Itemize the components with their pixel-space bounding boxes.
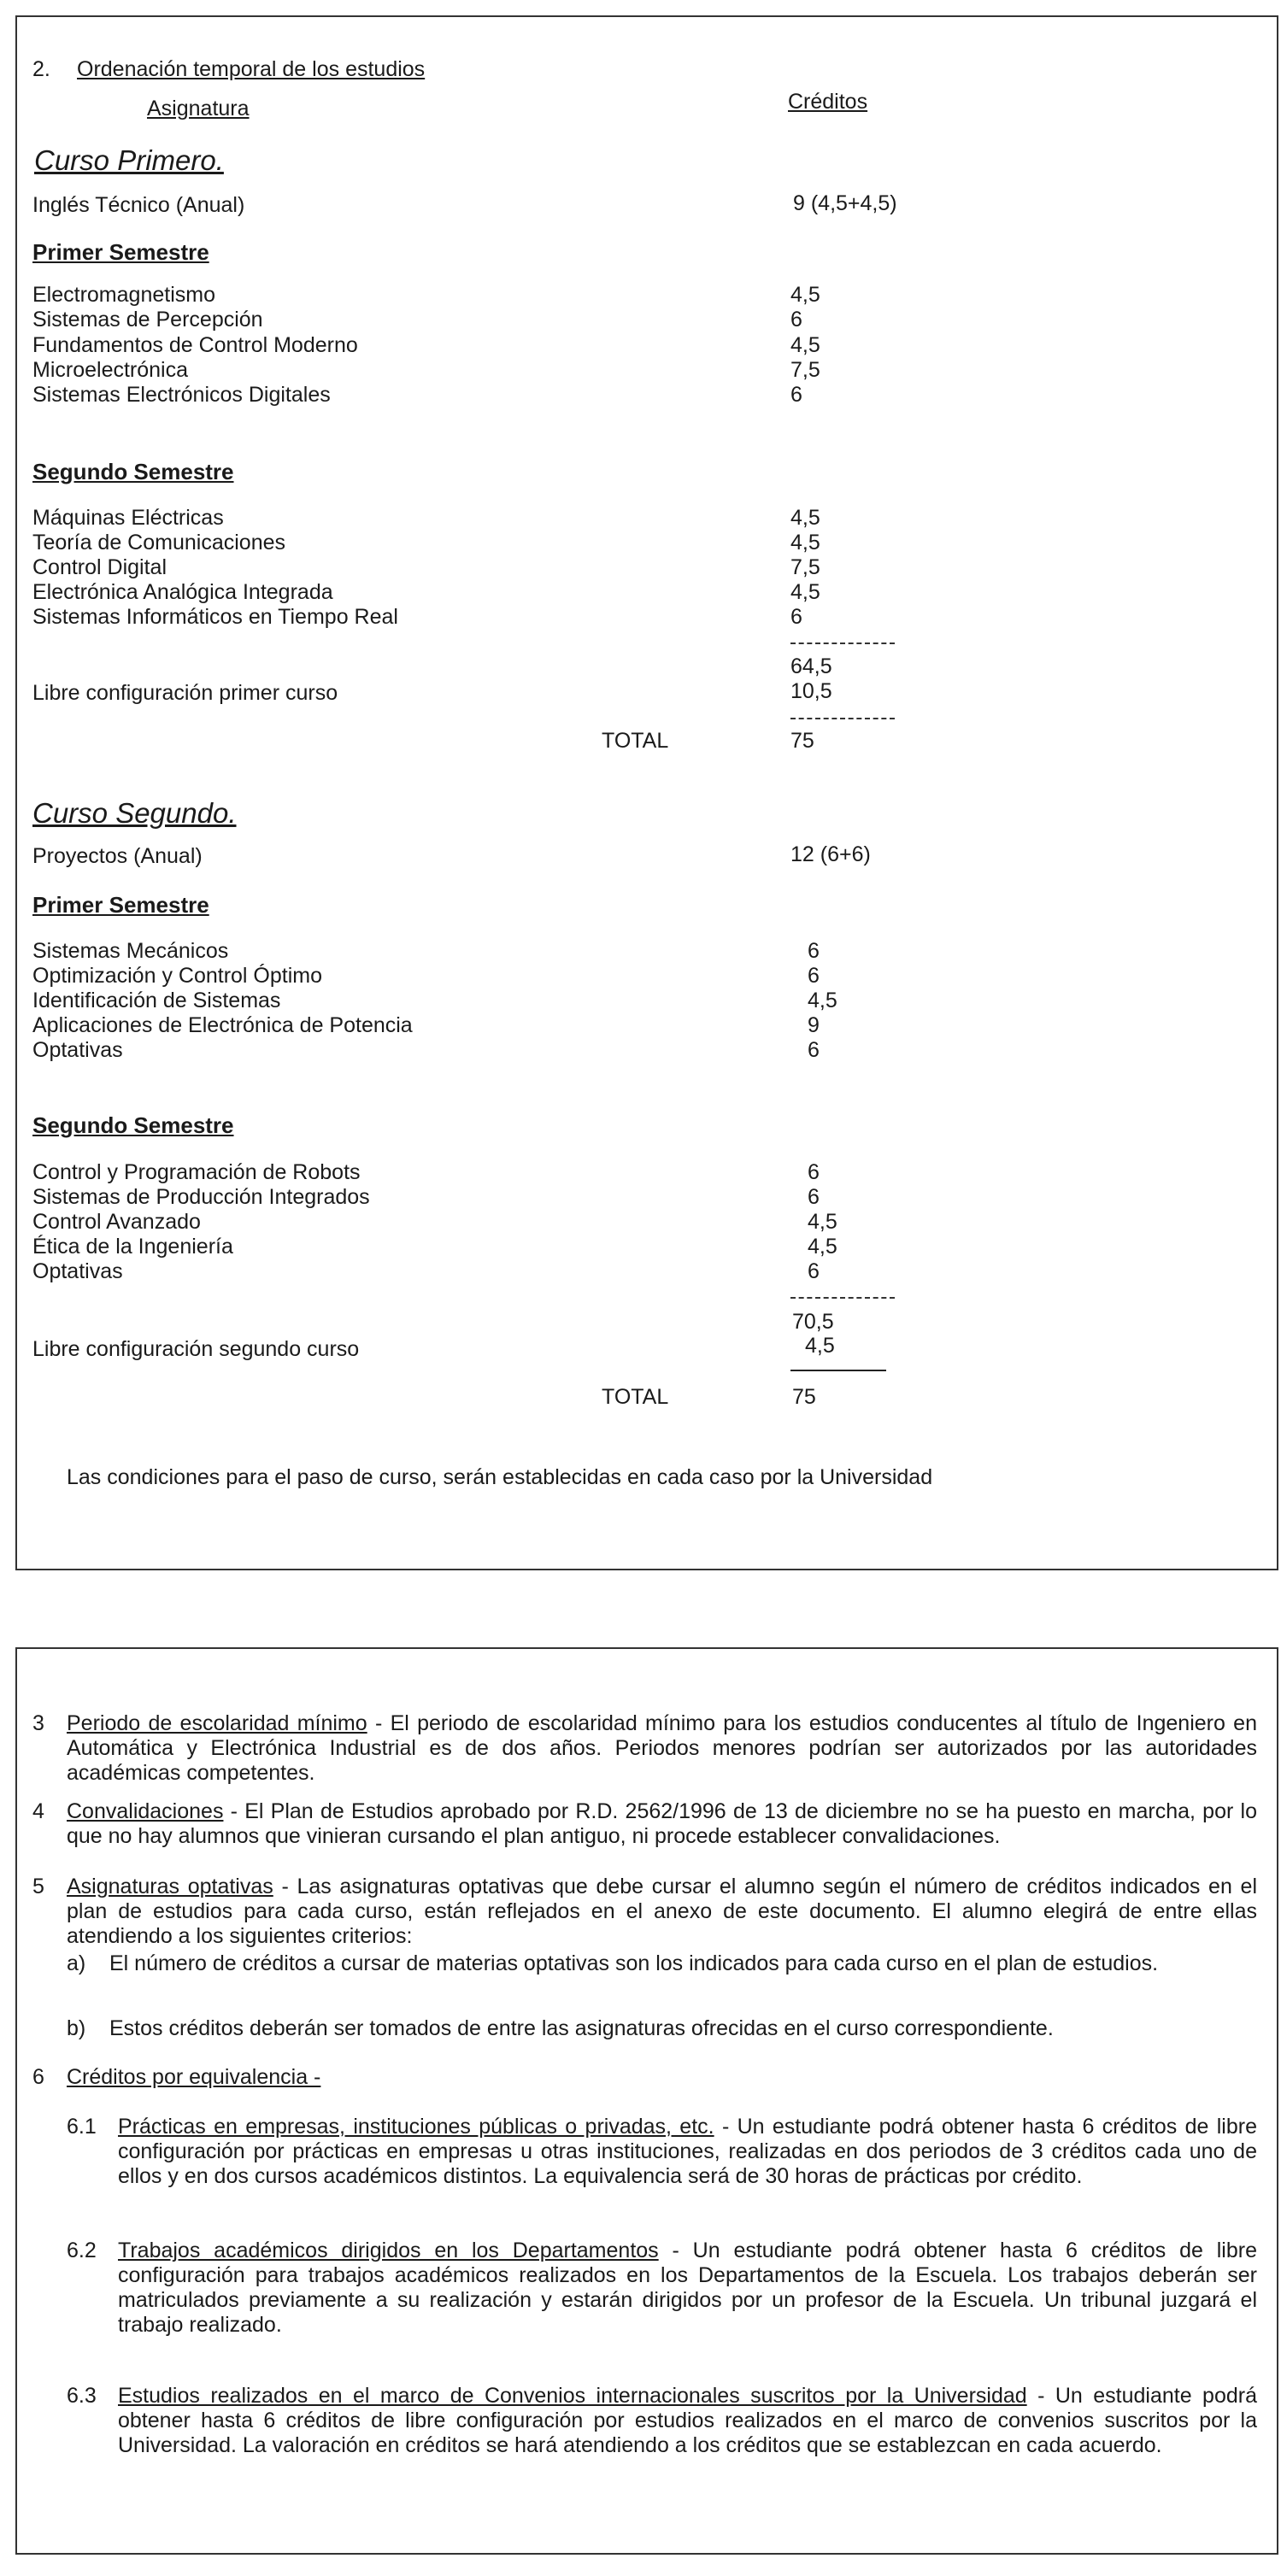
- table-row-credits: 6: [808, 1185, 820, 1209]
- year2-annual-credits: 12 (6+6): [790, 842, 871, 866]
- section-paragraph: [67, 1799, 1257, 1849]
- subsection-text: - Un estudiante podrá obtener hasta 6 créditos de libre configuración para trabajos académicos realizados en los Departamentos de la Escuela. Los trabajos deberán ser matriculados previamente a su realización y estarán dirigidos por un profesor de la Escuela. Un tribunal juzgará el trabajo realizado.: [118, 2239, 1257, 2337]
- sum-rule: [790, 1370, 886, 1371]
- year2-sem1-heading: Primer Semestre: [32, 892, 209, 918]
- subsection-paragraph: [118, 2115, 1257, 2189]
- year1-libre-label: Libre configuración primer curso: [32, 681, 338, 705]
- section-title: Ordenación temporal de los estudios: [77, 57, 426, 81]
- year1-annual-name: Inglés Técnico (Anual): [32, 193, 245, 217]
- table-row-subject: Sistemas de Percepción: [32, 308, 263, 332]
- table-row-credits: 4,5: [790, 506, 820, 530]
- list-marker: b): [67, 2016, 86, 2040]
- year2-libre-credits: 4,5: [805, 1334, 835, 1358]
- year2-subtotal: 70,5: [792, 1310, 834, 1334]
- sum-rule: [790, 718, 895, 719]
- table-row-credits: 6: [808, 939, 820, 963]
- year1-total-label: TOTAL: [602, 729, 669, 753]
- table-row-subject: Teoría de Comunicaciones: [32, 531, 285, 555]
- table-row-credits: 4,5: [808, 1210, 837, 1234]
- subsection-text: - Un estudiante podrá obtener hasta 6 créditos de libre configuración por estudios realizados en el marco de convenios suscritos por la Universidad. La valoración en créditos se hará atendiendo a los créditos que se establezcan en cada acuerdo.: [118, 2384, 1257, 2457]
- table-row-subject: Optativas: [32, 1038, 123, 1062]
- section-text: - El periodo de escolaridad mínimo para los estudios conducentes al título de Ingeniero en Automática y Electrónica Industrial es de dos años. Periodos menores podrían ser autorizados por las autoridades académicas competentes.: [67, 1711, 1257, 1785]
- year2-total: 75: [792, 1385, 816, 1409]
- table-row-credits: 6: [808, 964, 820, 988]
- subsection-number: 6.1: [67, 2115, 97, 2139]
- table-row-subject: Aplicaciones de Electrónica de Potencia: [32, 1013, 413, 1037]
- table-row-credits: 4,5: [790, 333, 820, 357]
- section-paragraph: [67, 1875, 1257, 1949]
- subsection-number: 6.2: [67, 2239, 97, 2262]
- table-row-subject: Fundamentos de Control Moderno: [32, 333, 358, 357]
- table-row-credits: 4,5: [808, 1235, 837, 1259]
- section-number: 3: [32, 1711, 44, 1735]
- year2-heading: Curso Segundo.: [32, 797, 237, 829]
- column-header-credits: Créditos: [788, 90, 868, 114]
- subsection-number: 6.3: [67, 2384, 97, 2408]
- table-row-credits: 6: [808, 1160, 820, 1184]
- list-marker: a): [67, 1951, 86, 1975]
- table-row-subject: Máquinas Eléctricas: [32, 506, 224, 530]
- section-heading: Convalidaciones: [67, 1799, 224, 1823]
- subsection-text: - Un estudiante podrá obtener hasta 6 créditos de libre configuración por prácticas en empresas u otras instituciones, realizadas en dos periodos de 3 créditos cada uno de ellos y en dos cursos académicos distintos. La equivalencia será de 30 horas de prácticas por crédito.: [118, 2115, 1257, 2188]
- section-heading: Periodo de escolaridad mínimo: [67, 1711, 367, 1735]
- section-number: 4: [32, 1799, 44, 1823]
- section-text: - Las asignaturas optativas que debe cursar el alumno según el número de créditos indicados en el plan de estudios para cada curso, están reflejados en el anexo de este documento. El alumno elegirá de entre ellas atendiendo a los siguientes criterios:: [67, 1875, 1257, 1948]
- year2-annual-name: Proyectos (Anual): [32, 844, 203, 868]
- table-row-credits: 6: [808, 1038, 820, 1062]
- section-text: - El Plan de Estudios aprobado por R.D. 2562/1996 de 13 de diciembre no se ha puesto en marcha, por lo que no hay alumnos que vinieran cursando el plan antiguo, ni procede establecer convalidaciones.: [67, 1799, 1257, 1848]
- table-row-credits: 7,5: [790, 358, 820, 382]
- section-number: 5: [32, 1875, 44, 1898]
- table-row-subject: Optimización y Control Óptimo: [32, 964, 323, 988]
- year1-libre-credits: 10,5: [790, 679, 832, 703]
- closing-note: Las condiciones para el paso de curso, serán establecidas en cada caso por la Universidad: [67, 1465, 933, 1489]
- table-row-subject: Microelectrónica: [32, 358, 189, 382]
- table-row-subject: Control y Programación de Robots: [32, 1160, 361, 1184]
- subsection-heading: Trabajos académicos dirigidos en los Departamentos: [118, 2239, 659, 2262]
- year1-total: 75: [790, 729, 814, 753]
- table-row-credits: 4,5: [808, 989, 837, 1012]
- table-row-subject: Sistemas Mecánicos: [32, 939, 229, 963]
- section-paragraph: [67, 2065, 1257, 2090]
- subsection-paragraph: [118, 2384, 1257, 2458]
- table-row-subject: Identificación de Sistemas: [32, 989, 281, 1012]
- table-row-credits: 4,5: [790, 283, 820, 307]
- section-number: 6: [32, 2065, 44, 2089]
- year1-sem2-heading: Segundo Semestre: [32, 459, 234, 484]
- subsection-heading: Estudios realizados en el marco de Convenios internacionales suscritos por la Universidad: [118, 2384, 1027, 2408]
- table-row-credits: 6: [790, 605, 802, 629]
- table-row-subject: Electromagnetismo: [32, 283, 215, 307]
- table-row-credits: 6: [790, 383, 802, 407]
- subsection-heading: Prácticas en empresas, instituciones públicas o privadas, etc.: [118, 2115, 714, 2139]
- section-number: 2.: [32, 57, 50, 81]
- section-heading: Asignaturas optativas: [67, 1875, 273, 1898]
- section-heading: Créditos por equivalencia -: [67, 2065, 321, 2089]
- table-row-subject: Electrónica Analógica Integrada: [32, 580, 333, 604]
- table-row-credits: 6: [808, 1259, 820, 1283]
- year2-total-label: TOTAL: [602, 1385, 669, 1409]
- table-row-credits: 9: [808, 1013, 820, 1037]
- table-row-subject: Optativas: [32, 1259, 123, 1283]
- subsection-paragraph: [118, 2239, 1257, 2338]
- table-row-subject: Sistemas Informáticos en Tiempo Real: [32, 605, 398, 629]
- column-header-subject: Asignatura: [147, 97, 250, 120]
- table-row-subject: Sistemas de Producción Integrados: [32, 1185, 370, 1209]
- table-row-credits: 6: [790, 308, 802, 332]
- table-row-subject: Ética de la Ingeniería: [32, 1235, 233, 1259]
- table-row-subject: Control Avanzado: [32, 1210, 201, 1234]
- table-row-subject: Sistemas Electrónicos Digitales: [32, 383, 331, 407]
- table-row-subject: Control Digital: [32, 555, 167, 579]
- year2-sem2-heading: Segundo Semestre: [32, 1112, 234, 1138]
- sum-rule: [790, 643, 895, 644]
- list-item: El número de créditos a cursar de materias optativas son los indicados para cada curso en el plan de estudios.: [109, 1951, 1159, 1975]
- year1-annual-credits: 9 (4,5+4,5): [793, 191, 897, 215]
- table-row-credits: 4,5: [790, 580, 820, 604]
- year1-sem1-heading: Primer Semestre: [32, 239, 209, 265]
- table-row-credits: 4,5: [790, 531, 820, 555]
- table-row-credits: 7,5: [790, 555, 820, 579]
- list-item: Estos créditos deberán ser tomados de entre las asignaturas ofrecidas en el curso correspondiente.: [109, 2016, 1054, 2040]
- year2-libre-label: Libre configuración segundo curso: [32, 1337, 360, 1361]
- year1-heading: Curso Primero.: [34, 144, 224, 176]
- section-paragraph: [67, 1711, 1257, 1786]
- year1-subtotal: 64,5: [790, 654, 832, 678]
- sum-rule: [790, 1297, 895, 1299]
